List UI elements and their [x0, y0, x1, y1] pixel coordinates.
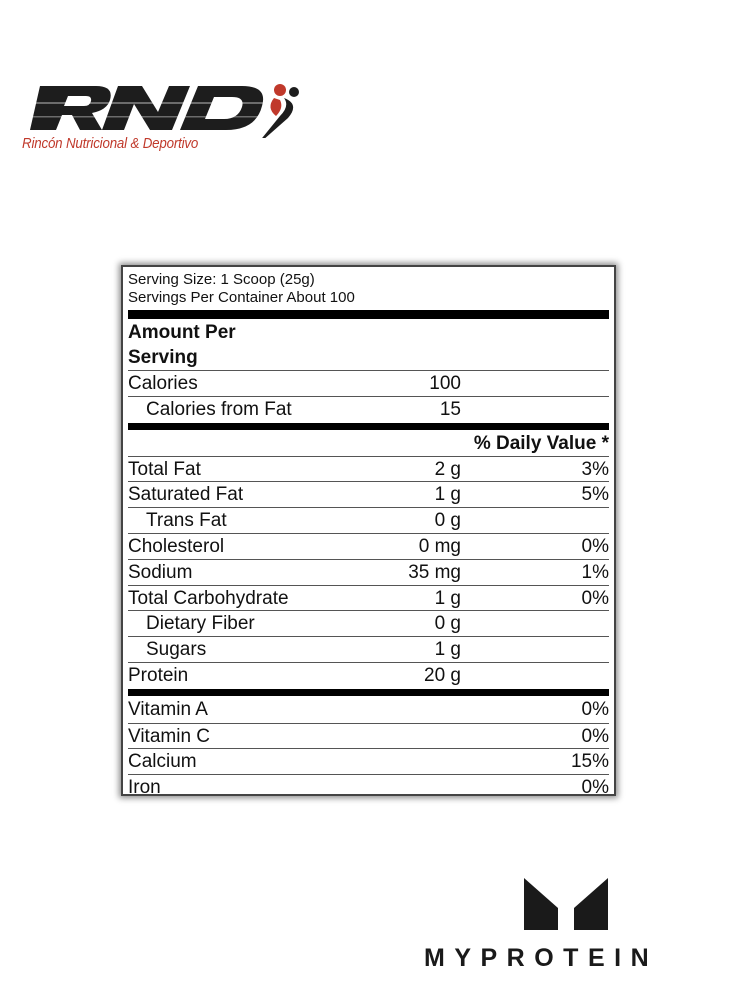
vitamin-row-vitamin-a	[128, 697, 609, 723]
daily-value-header: % Daily Value *	[473, 432, 609, 454]
rnd-logo-graphic	[18, 78, 308, 138]
nutrient-amount: 0 g	[434, 613, 461, 635]
rnd-tagline: Rincón Nutricional & Deportivo	[22, 136, 199, 152]
nutrient-name: Total Carbohydrate	[128, 587, 289, 609]
calories-from-fat-row	[128, 396, 609, 422]
amount-per-serving-line1: Amount Per	[128, 322, 236, 343]
nutrient-name: Cholesterol	[128, 535, 225, 557]
nutrient-row-sodium	[128, 559, 609, 585]
nutrient-amount: 2 g	[434, 458, 461, 480]
nutrient-name: Saturated Fat	[128, 484, 244, 506]
nutrition-facts-label	[121, 265, 616, 799]
divider-medium	[128, 689, 609, 696]
nutrient-amount: 0 g	[434, 510, 461, 532]
calories-from-fat-label: Calories from Fat	[146, 398, 292, 420]
calories-value: 100	[429, 373, 461, 394]
calories-from-fat-value: 15	[439, 398, 461, 420]
calories-label: Calories	[128, 373, 198, 394]
nutrient-amount: 20 g	[424, 664, 461, 686]
nutrient-daily-value: 0%	[581, 535, 609, 557]
nutrient-amount: 35 mg	[408, 561, 461, 583]
nutrient-amount: 1 g	[434, 484, 461, 506]
nutrient-row-trans-fat	[128, 507, 609, 533]
vitamin-row-calcium	[128, 748, 609, 774]
nutrient-name: Trans Fat	[146, 510, 227, 532]
myprotein-wordmark: MYPROTEIN	[424, 944, 659, 972]
calories-row	[128, 370, 609, 396]
rnd-logo	[18, 78, 308, 158]
vitamin-name: Vitamin A	[128, 698, 208, 720]
nutrient-row-dietary-fiber	[128, 610, 609, 636]
nutrient-amount: 1 g	[434, 587, 461, 609]
nutrient-daily-value: 3%	[581, 458, 609, 480]
divider-medium	[128, 423, 609, 430]
nutrient-name: Total Fat	[128, 458, 201, 480]
vitamin-daily-value: 0%	[581, 725, 609, 747]
amount-per-serving-line2: Serving	[128, 347, 198, 368]
nutrient-name: Dietary Fiber	[146, 613, 255, 635]
myprotein-logo	[424, 878, 706, 973]
nutrient-name: Sugars	[146, 639, 207, 661]
vitamin-daily-value: 0%	[581, 777, 609, 799]
divider-thick	[128, 310, 609, 319]
vitamin-name: Iron	[128, 777, 161, 799]
vitamin-daily-value: 15%	[570, 751, 609, 773]
nutrient-row-total-carbohydrate	[128, 585, 609, 611]
vitamin-row-iron	[128, 774, 609, 800]
nutrient-amount: 0 mg	[418, 535, 461, 557]
vitamin-name: Calcium	[128, 751, 197, 773]
nutrient-name: Protein	[128, 664, 189, 686]
serving-size: Serving Size: 1 Scoop (25g)	[128, 271, 315, 288]
nutrient-daily-value: 0%	[581, 587, 609, 609]
servings-per-container: Servings Per Container About 100	[128, 289, 355, 306]
nutrient-row-cholesterol	[128, 533, 609, 559]
nutrient-daily-value: 1%	[581, 561, 609, 583]
nutrient-row-protein	[128, 662, 609, 688]
nutrient-amount: 1 g	[434, 639, 461, 661]
nutrient-name: Sodium	[128, 561, 193, 583]
vitamin-name: Vitamin C	[128, 725, 211, 747]
nutrient-row-sugars	[128, 636, 609, 662]
vitamin-row-vitamin-c	[128, 723, 609, 749]
myprotein-m-icon	[524, 878, 608, 930]
nutrient-row-total-fat	[128, 456, 609, 482]
vitamin-daily-value: 0%	[581, 698, 609, 720]
nutrient-daily-value: 5%	[581, 484, 609, 506]
nutrient-row-saturated-fat	[128, 481, 609, 507]
